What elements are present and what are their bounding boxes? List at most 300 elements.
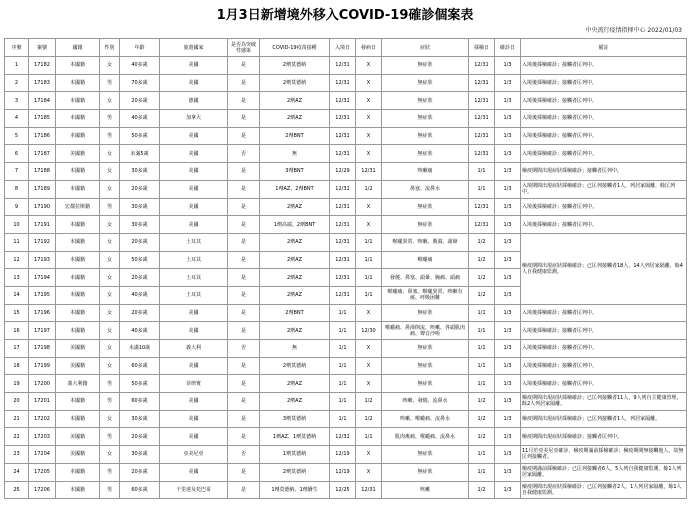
cell-nationality: 美國籍 [56, 428, 100, 446]
cell-onset-date: 1/2 [356, 410, 382, 428]
column-header-entry-date: 入境日 [330, 39, 356, 57]
cell-onset-date: 1/1 [356, 428, 382, 446]
cell-confirm-date: 1/3 [495, 393, 521, 411]
cell-symptoms: 無症狀 [382, 446, 469, 464]
cell-breakthrough: 是 [228, 163, 260, 181]
cell-serial: 17 [5, 340, 29, 358]
cell-test-date: 1/2 [469, 410, 495, 428]
cell-breakthrough: 否 [228, 446, 260, 464]
cell-entry-date: 12/31 [330, 92, 356, 110]
cell-confirm-date: 1/3 [495, 163, 521, 181]
cell-onset-date: 12/30 [356, 322, 382, 340]
cell-confirm-date: 1/3 [495, 410, 521, 428]
cell-confirm-date: 1/3 [495, 304, 521, 322]
cell-symptoms: 喉嚨痛、鼻涕倒流、咳嗽、各頭肌肉痛、聲音沙啞 [382, 322, 469, 340]
cell-travel-country: 美國 [160, 145, 228, 163]
cell-test-date: 1/1 [469, 180, 495, 198]
cell-nationality: 本國籍 [56, 216, 100, 234]
cell-vaccine: 3劑BNT [260, 163, 330, 181]
cell-travel-country: 美國 [160, 74, 228, 92]
cell-onset-date: 12/31 [356, 481, 382, 499]
cell-nationality: 本國籍 [56, 463, 100, 481]
cell-breakthrough: 是 [228, 322, 260, 340]
cell-nationality: 美國籍 [56, 446, 100, 464]
cell-breakthrough: 是 [228, 216, 260, 234]
cell-entry-date: 12/31 [330, 286, 356, 304]
cell-note: 入境後採檢確診；接觸者匡列中。 [521, 216, 687, 234]
cell-travel-country: 美國 [160, 127, 228, 145]
cell-onset-date: X [356, 446, 382, 464]
cell-travel-country: 千里達及托巴哥 [160, 481, 228, 499]
cell-sex: 女 [100, 163, 120, 181]
cell-case-id: 17191 [29, 216, 56, 234]
column-header-confirm-date: 確診日 [495, 39, 521, 57]
cell-breakthrough: 否 [228, 340, 260, 358]
cell-vaccine: 2劑AZ [260, 198, 330, 216]
cell-vaccine: 2劑AZ [260, 233, 330, 251]
cell-confirm-date: 1/3 [495, 110, 521, 128]
cell-test-date: 1/2 [469, 286, 495, 304]
cell-serial: 2 [5, 74, 29, 92]
cell-confirm-date: 1/3 [495, 340, 521, 358]
cell-sex: 女 [100, 446, 120, 464]
cell-travel-country: 加拿大 [160, 110, 228, 128]
cell-test-date: 12/31 [469, 74, 495, 92]
cell-sex: 女 [100, 322, 120, 340]
cell-onset-date: X [356, 304, 382, 322]
cell-sex: 男 [100, 428, 120, 446]
cell-age: 40多歲 [120, 110, 160, 128]
cell-travel-country: 美國 [160, 410, 228, 428]
cell-test-date: 12/31 [469, 127, 495, 145]
cell-serial: 22 [5, 428, 29, 446]
cell-age: 20多歲 [120, 92, 160, 110]
cell-sex: 女 [100, 216, 120, 234]
cell-entry-date: 1/1 [330, 410, 356, 428]
cell-age: 40多歲 [120, 286, 160, 304]
cell-note: 入境後採檢確診；接觸者匡列中。 [521, 74, 687, 92]
cell-case-id: 17186 [29, 127, 56, 145]
cell-nationality: 美國籍 [56, 340, 100, 358]
column-header-case-id: 案號 [29, 39, 56, 57]
cell-entry-date: 12/31 [330, 198, 356, 216]
cell-note: 入境後採檢確診；接觸者匡列中。 [521, 198, 687, 216]
cell-serial: 4 [5, 110, 29, 128]
column-header-symptoms: 症狀 [382, 39, 469, 57]
cell-age: 30多歲 [120, 198, 160, 216]
cell-confirm-date: 1/3 [495, 145, 521, 163]
cell-confirm-date: 1/3 [495, 57, 521, 75]
cell-symptoms: 無症狀 [382, 198, 469, 216]
column-header-sex: 性別 [100, 39, 120, 57]
cell-vaccine: 1劑AZ、1劑莫德納 [260, 428, 330, 446]
cell-breakthrough: 是 [228, 127, 260, 145]
cell-age: 20多歲 [120, 428, 160, 446]
cell-travel-country: 義大利 [160, 340, 228, 358]
cell-sex: 女 [100, 233, 120, 251]
cell-breakthrough: 是 [228, 286, 260, 304]
table-row [5, 410, 687, 428]
cell-entry-date: 12/31 [330, 428, 356, 446]
cell-entry-date: 1/1 [330, 322, 356, 340]
cell-nationality: 本國籍 [56, 127, 100, 145]
cell-travel-country: 菲律賓 [160, 375, 228, 393]
cell-breakthrough: 是 [228, 251, 260, 269]
cell-case-id: 17202 [29, 410, 56, 428]
cell-test-date: 1/1 [469, 357, 495, 375]
cell-case-id: 17195 [29, 286, 56, 304]
cell-test-date: 1/2 [469, 269, 495, 287]
cell-entry-date: 12/31 [330, 269, 356, 287]
cell-nationality: 本國籍 [56, 180, 100, 198]
cell-note: 檢疫期間出現症狀採檢確診；已匡列接觸者18人，14人列居家隔離，餘4人自我健康監測。 [521, 233, 687, 304]
cell-sex: 女 [100, 286, 120, 304]
cell-entry-date: 1/1 [330, 340, 356, 358]
cell-travel-country: 美國 [160, 357, 228, 375]
cell-sex: 男 [100, 127, 120, 145]
cell-sex: 女 [100, 145, 120, 163]
cell-sex: 男 [100, 375, 120, 393]
cell-age: 30多歲 [120, 446, 160, 464]
cell-test-date: 12/31 [469, 110, 495, 128]
cell-entry-date: 12/19 [330, 463, 356, 481]
table-row [5, 110, 687, 128]
column-header-test-date: 採檢日 [469, 39, 495, 57]
cell-travel-country: 美國 [160, 163, 228, 181]
cell-case-id: 17188 [29, 163, 56, 181]
cell-onset-date: X [356, 110, 382, 128]
cell-sex: 女 [100, 410, 120, 428]
cell-confirm-date: 1/3 [495, 198, 521, 216]
cell-travel-country: 德國 [160, 92, 228, 110]
cell-entry-date: 12/31 [330, 233, 356, 251]
cell-breakthrough: 是 [228, 428, 260, 446]
column-header-onset-date: 發病日 [356, 39, 382, 57]
cell-sex: 男 [100, 393, 120, 411]
cell-sex: 男 [100, 198, 120, 216]
cell-entry-date: 1/1 [330, 304, 356, 322]
cell-age: 20多歲 [120, 304, 160, 322]
cell-nationality: 本國籍 [56, 481, 100, 499]
cell-breakthrough: 是 [228, 304, 260, 322]
cell-age: 40多歲 [120, 57, 160, 75]
column-header-vaccine: COVID-19疫苗接種 [260, 39, 330, 57]
cell-onset-date: X [356, 92, 382, 110]
cell-test-date: 12/31 [469, 216, 495, 234]
cell-entry-date: 12/31 [330, 251, 356, 269]
cell-travel-country: 美國 [160, 198, 228, 216]
cell-confirm-date: 1/3 [495, 251, 521, 269]
cell-age: 50多歲 [120, 375, 160, 393]
cell-breakthrough: 是 [228, 74, 260, 92]
cell-confirm-date: 1/3 [495, 463, 521, 481]
cell-onset-date: 1/1 [356, 286, 382, 304]
column-header-nationality: 國籍 [56, 39, 100, 57]
cell-entry-date: 12/31 [330, 216, 356, 234]
column-header-serial: 序號 [5, 39, 29, 57]
cell-age: 40多歲 [120, 322, 160, 340]
cell-symptoms: 肌肉痠痛、喉嚨痛、流鼻水 [382, 428, 469, 446]
cell-sex: 女 [100, 92, 120, 110]
cell-nationality: 本國籍 [56, 57, 100, 75]
cell-confirm-date: 1/3 [495, 233, 521, 251]
cell-test-date: 1/1 [469, 163, 495, 181]
cell-vaccine: 2劑AZ [260, 110, 330, 128]
cell-note: 檢疫期間出現症狀採檢確診；接觸者匡列中。 [521, 428, 687, 446]
cell-symptoms: 無症狀 [382, 92, 469, 110]
cell-sex: 女 [100, 304, 120, 322]
table-header-row [5, 39, 687, 57]
cell-sex: 女 [100, 340, 120, 358]
cell-serial: 15 [5, 304, 29, 322]
cell-case-id: 17200 [29, 375, 56, 393]
cell-breakthrough: 是 [228, 180, 260, 198]
cell-symptoms: 無症狀 [382, 463, 469, 481]
cell-serial: 21 [5, 410, 29, 428]
table-row [5, 145, 687, 163]
cell-onset-date: X [356, 57, 382, 75]
cell-note: 入境後採檢確診；接觸者匡列中。 [521, 57, 687, 75]
cell-vaccine: 2劑AZ [260, 322, 330, 340]
cell-serial: 12 [5, 251, 29, 269]
cell-note: 入境後採檢確診；接觸者匡列中。 [521, 92, 687, 110]
cell-note: 檢疫期間出現症狀採檢確診；已匡列接觸者1人，列居家隔離。 [521, 410, 687, 428]
table-row [5, 428, 687, 446]
cell-vaccine: 2劑BNT [260, 127, 330, 145]
cell-serial: 23 [5, 446, 29, 464]
table-row [5, 357, 687, 375]
cell-case-id: 17203 [29, 428, 56, 446]
cell-breakthrough: 是 [228, 198, 260, 216]
cell-age: 60多歲 [120, 393, 160, 411]
cell-breakthrough: 是 [228, 110, 260, 128]
cell-note: 檢疫期滿前採檢確診；已匡列接觸者6人，5人列自我健康監測，餘1人列居家隔離。 [521, 463, 687, 481]
case-table [4, 38, 687, 499]
table-row [5, 216, 687, 234]
cell-vaccine: 2劑莫德納 [260, 463, 330, 481]
cell-case-id: 17192 [29, 233, 56, 251]
cell-note: 入境後採檢確診；接觸者匡列中。 [521, 127, 687, 145]
cell-symptoms: 無症狀 [382, 357, 469, 375]
cell-breakthrough: 是 [228, 233, 260, 251]
cell-nationality: 美國籍 [56, 357, 100, 375]
cell-serial: 7 [5, 163, 29, 181]
cell-symptoms: 喉嚨異常、咳嗽、腹瀉、頭暈 [382, 233, 469, 251]
cell-entry-date: 12/29 [330, 163, 356, 181]
cell-onset-date: 1/1 [356, 269, 382, 287]
cell-test-date: 1/2 [469, 481, 495, 499]
cell-case-id: 17187 [29, 145, 56, 163]
cell-note: 檢疫期間出現症狀採檢確診；已匡列接觸者2人，1人列居家隔離，餘1人自我健康監測。 [521, 481, 687, 499]
cell-test-date: 1/2 [469, 251, 495, 269]
cell-confirm-date: 1/3 [495, 180, 521, 198]
cell-note: 入境後採檢確診；接觸者匡列中。 [521, 304, 687, 322]
cell-serial: 10 [5, 216, 29, 234]
cell-note: 入境後採檢確診；接觸者匡列中。 [521, 110, 687, 128]
cell-symptoms: 喉嚨痛、鼻塞、喉嚨異常、咳嗽有痰、呼吸困難 [382, 286, 469, 304]
cell-nationality: 宏都拉斯籍 [56, 198, 100, 216]
cell-confirm-date: 1/3 [495, 269, 521, 287]
cell-symptoms: 無症狀 [382, 375, 469, 393]
table-row [5, 322, 687, 340]
cell-nationality: 本國籍 [56, 92, 100, 110]
cell-serial: 8 [5, 180, 29, 198]
cell-age: 50多歲 [120, 251, 160, 269]
table-row [5, 180, 687, 198]
cell-sex: 女 [100, 251, 120, 269]
cell-case-id: 17190 [29, 198, 56, 216]
cell-case-id: 17197 [29, 322, 56, 340]
cell-nationality: 本國籍 [56, 393, 100, 411]
cell-confirm-date: 1/3 [495, 481, 521, 499]
column-header-age: 年齡 [120, 39, 160, 57]
cell-serial: 11 [5, 233, 29, 251]
cell-test-date: 1/2 [469, 428, 495, 446]
cell-case-id: 17205 [29, 463, 56, 481]
cell-age: 50多歲 [120, 127, 160, 145]
cell-test-date: 1/2 [469, 393, 495, 411]
cell-age: 30多歲 [120, 410, 160, 428]
cell-travel-country: 美國 [160, 322, 228, 340]
column-header-note: 備註 [521, 39, 687, 57]
cell-symptoms: 咳嗽 [382, 481, 469, 499]
table-row [5, 57, 687, 75]
cell-vaccine: 2劑AZ [260, 269, 330, 287]
cell-onset-date: 12/31 [356, 163, 382, 181]
cell-age: 70多歲 [120, 74, 160, 92]
cell-travel-country: 美國 [160, 216, 228, 234]
cell-serial: 13 [5, 269, 29, 287]
table-row [5, 481, 687, 499]
cell-breakthrough: 是 [228, 357, 260, 375]
cell-test-date: 1/1 [469, 304, 495, 322]
cell-entry-date: 12/25 [330, 481, 356, 499]
cell-nationality: 美國籍 [56, 145, 100, 163]
cell-case-id: 17196 [29, 304, 56, 322]
cell-nationality: 本國籍 [56, 286, 100, 304]
cell-test-date: 1/2 [469, 233, 495, 251]
cell-age: 20多歲 [120, 269, 160, 287]
table-row [5, 198, 687, 216]
cell-case-id: 17185 [29, 110, 56, 128]
cell-travel-country: 土耳其 [160, 233, 228, 251]
cell-vaccine: 2劑AZ [260, 92, 330, 110]
cell-entry-date: 12/31 [330, 57, 356, 75]
cell-vaccine: 2劑AZ [260, 286, 330, 304]
cell-entry-date: 12/31 [330, 74, 356, 92]
cell-sex: 女 [100, 269, 120, 287]
cell-travel-country: 美國 [160, 463, 228, 481]
cell-case-id: 17206 [29, 481, 56, 499]
cell-note: 入境後採檢確診；接觸者匡列中。 [521, 145, 687, 163]
cell-onset-date: X [356, 127, 382, 145]
source-note: 中央流行疫情指揮中心 2022/01/03 [585, 27, 682, 34]
table-body [5, 57, 687, 499]
cell-case-id: 17193 [29, 251, 56, 269]
cell-entry-date: 12/31 [330, 110, 356, 128]
cell-confirm-date: 1/3 [495, 74, 521, 92]
cell-vaccine: 2劑BNT [260, 304, 330, 322]
cell-nationality: 本國籍 [56, 304, 100, 322]
cell-sex: 男 [100, 463, 120, 481]
table-row [5, 233, 687, 251]
cell-age: 60多歲 [120, 357, 160, 375]
cell-confirm-date: 1/3 [495, 375, 521, 393]
cell-case-id: 17183 [29, 74, 56, 92]
cell-confirm-date: 1/3 [495, 92, 521, 110]
cell-breakthrough: 是 [228, 410, 260, 428]
cell-entry-date: 1/1 [330, 357, 356, 375]
cell-travel-country: 土耳其 [160, 269, 228, 287]
cell-travel-country: 土耳其 [160, 251, 228, 269]
cell-symptoms: 無症狀 [382, 57, 469, 75]
cell-onset-date: 1/2 [356, 180, 382, 198]
cell-entry-date: 12/31 [330, 127, 356, 145]
cell-symptoms: 無症狀 [382, 145, 469, 163]
cell-note: 入境後採檢確診；接觸者匡列中。 [521, 340, 687, 358]
cell-travel-country: 美國 [160, 304, 228, 322]
cell-serial: 20 [5, 393, 29, 411]
cell-nationality: 本國籍 [56, 163, 100, 181]
cell-test-date: 1/1 [469, 463, 495, 481]
cell-travel-country: 美國 [160, 393, 228, 411]
cell-sex: 女 [100, 180, 120, 198]
cell-note: 11月於亞美尼亞確診，檢疫期滿前採檢確診；檢疫期間無接觸他人，故無匡列接觸者。 [521, 446, 687, 464]
cell-travel-country: 土耳其 [160, 286, 228, 304]
cell-case-id: 17198 [29, 340, 56, 358]
cell-age: 30多歲 [120, 216, 160, 234]
cell-travel-country: 亞美尼亞 [160, 446, 228, 464]
cell-breakthrough: 是 [228, 463, 260, 481]
cell-travel-country: 美國 [160, 57, 228, 75]
cell-serial: 3 [5, 92, 29, 110]
cell-case-id: 17204 [29, 446, 56, 464]
cell-symptoms: 咳嗽、發燒、流鼻水 [382, 393, 469, 411]
cell-nationality: 本國籍 [56, 269, 100, 287]
cell-vaccine: 2劑AZ [260, 375, 330, 393]
cell-travel-country: 美國 [160, 428, 228, 446]
cell-serial: 1 [5, 57, 29, 75]
cell-age: 未滿10歲 [120, 340, 160, 358]
cell-serial: 9 [5, 198, 29, 216]
table-row [5, 393, 687, 411]
cell-breakthrough: 是 [228, 481, 260, 499]
cell-serial: 18 [5, 357, 29, 375]
cell-note: 檢疫期間出現症狀採檢確診；接觸者匡列中。 [521, 163, 687, 181]
cell-symptoms: 無症狀 [382, 304, 469, 322]
cell-vaccine: 1劑莫德納 [260, 446, 330, 464]
cell-age: 20多歲 [120, 463, 160, 481]
cell-test-date: 1/1 [469, 375, 495, 393]
cell-nationality: 本國籍 [56, 251, 100, 269]
cell-travel-country: 美國 [160, 180, 228, 198]
cell-symptoms: 發燒、鼻塞、頭暈、胸痛、頭痛 [382, 269, 469, 287]
cell-vaccine: 2劑AZ [260, 251, 330, 269]
cell-test-date: 1/1 [469, 446, 495, 464]
cell-sex: 男 [100, 110, 120, 128]
table-row [5, 304, 687, 322]
cell-symptoms: 無症狀 [382, 127, 469, 145]
cell-breakthrough: 是 [228, 375, 260, 393]
cell-onset-date: 1/1 [356, 233, 382, 251]
cell-onset-date: 1/1 [356, 251, 382, 269]
cell-vaccine: 2劑AZ [260, 393, 330, 411]
cell-onset-date: X [356, 357, 382, 375]
cell-symptoms: 無症狀 [382, 340, 469, 358]
cell-confirm-date: 1/3 [495, 322, 521, 340]
cell-onset-date: X [356, 74, 382, 92]
cell-breakthrough: 是 [228, 57, 260, 75]
